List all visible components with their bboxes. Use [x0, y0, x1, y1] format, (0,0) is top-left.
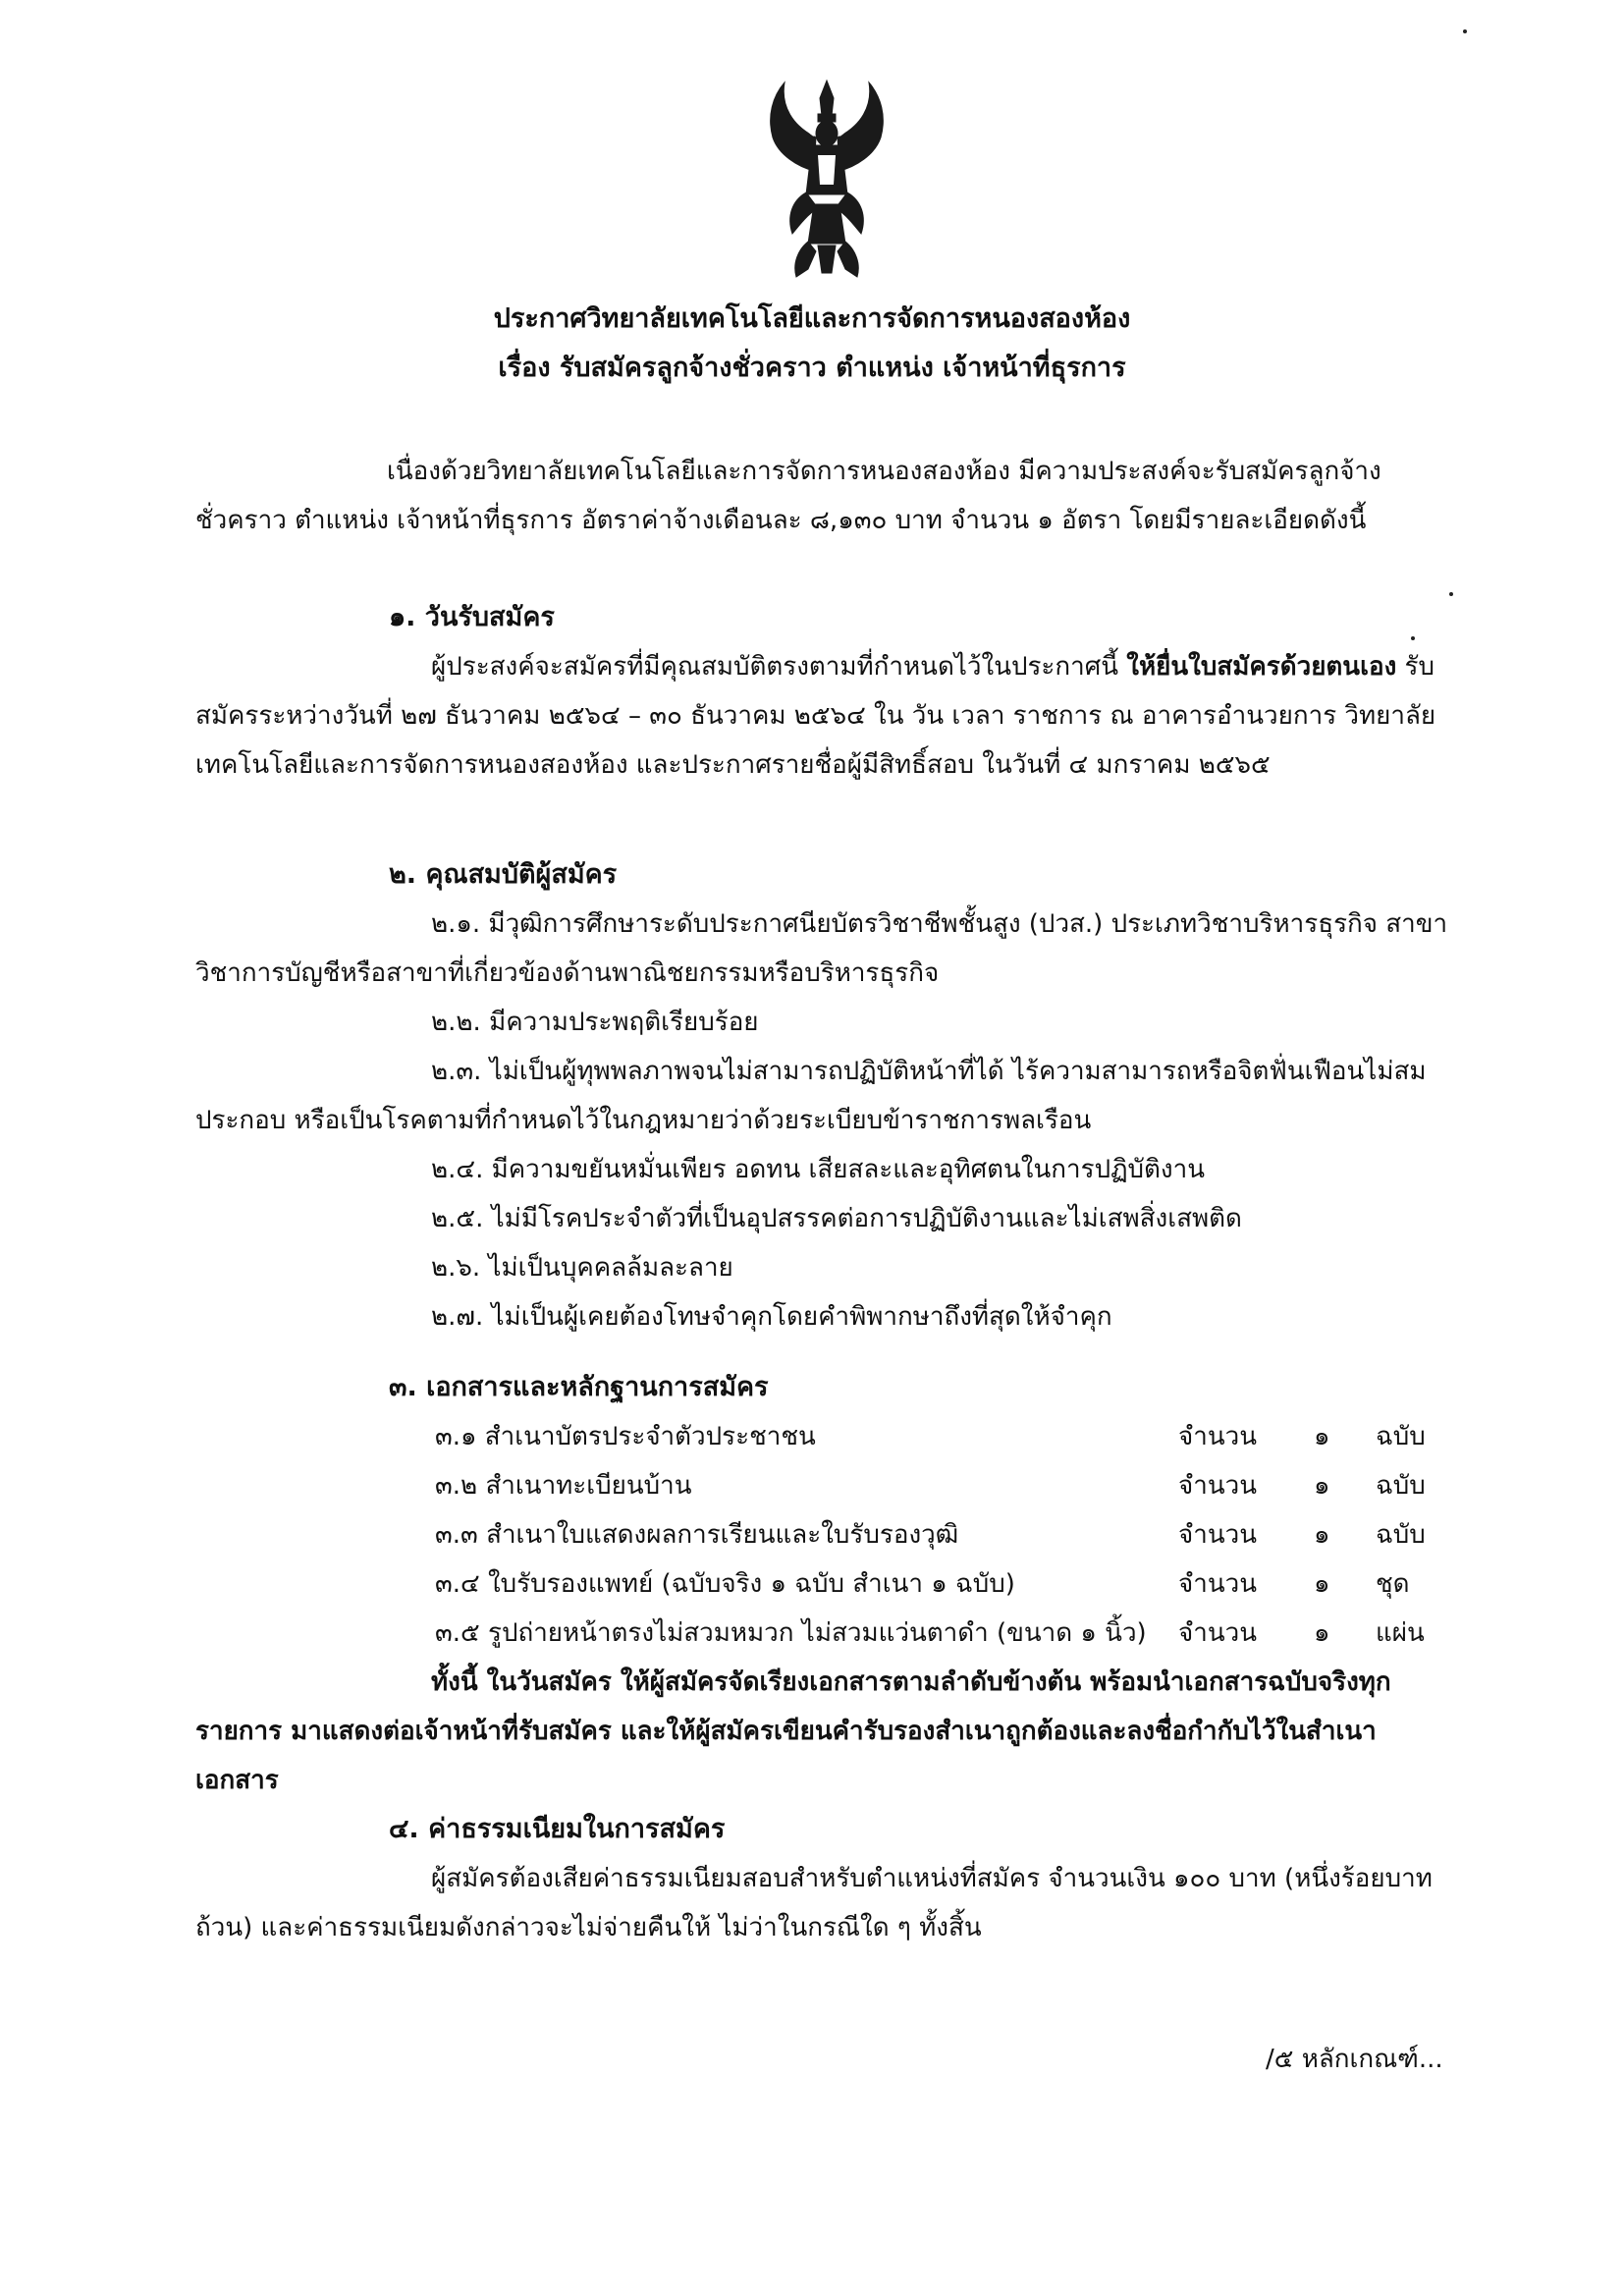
- document-label: ๓.๒ สำเนาทะเบียนบ้าน: [435, 1471, 692, 1501]
- section-2-heading: ๒. คุณสมบัติผู้สมัคร: [389, 859, 618, 890]
- announcement-title: ประกาศวิทยาลัยเทคโนโลยีและการจัดการหนองสองห้อง: [493, 303, 1131, 334]
- document-label: ๓.๓ สำเนาใบแสดงผลการเรียนและใบรับรองวุฒิ: [435, 1520, 959, 1550]
- document-unit: ฉบับ: [1376, 1422, 1426, 1451]
- qualification-item-7: ๒.๗. ไม่เป็นผู้เคยต้องโทษจำคุกโดยคำพิพากษาถึงที่สุดให้จำคุก: [431, 1302, 1112, 1332]
- document-row: [435, 1609, 1436, 1658]
- document-count: ๑: [1314, 1471, 1330, 1501]
- scan-speck: [1449, 592, 1453, 596]
- document-count-label: จำนวน: [1178, 1569, 1257, 1599]
- scan-speck: [1411, 636, 1415, 640]
- section-4-heading: ๔. ค่าธรรมเนียมในการสมัคร: [389, 1814, 726, 1844]
- document-count-label: จำนวน: [1178, 1422, 1257, 1451]
- document-row: [435, 1510, 1436, 1559]
- qualification-item-4: ๒.๔. มีความขยันหมั่นเพียร อดทน เสียสละและอุทิศตนในการปฏิบัติงาน: [431, 1155, 1205, 1184]
- qualification-item-1: ๒.๑. มีวุฒิการศึกษาระดับประกาศนียบัตรวิชาชีพชั้นสูง (ปวส.) ประเภทวิชาบริหารธุรกิจ สาขาวิชาการบัญชีหรือสาขาที่เกี่ยวข้องด้านพาณิชยกรรมหรือบริหารธุรกิจ: [195, 909, 1448, 988]
- document-count-label: จำนวน: [1178, 1618, 1257, 1648]
- announcement-subject: เรื่อง รับสมัครลูกจ้างชั่วคราว ตำแหน่ง เจ้าหน้าที่ธุรการ: [498, 353, 1126, 383]
- document-count: ๑: [1314, 1422, 1330, 1451]
- section-1-text-lead: ผู้ประสงค์จะสมัครที่มีคุณสมบัติตรงตามที่กำหนดไว้ในประกาศนี้: [431, 652, 1127, 682]
- intro-paragraph: เนื่องด้วยวิทยาลัยเทคโนโลยีและการจัดการหนองสองห้อง มีความประสงค์จะรับสมัครลูกจ้างชั่วคราว ตำแหน่ง เจ้าหน้าที่ธุรการ อัตราค่าจ้างเดือนละ ๘,๑๓๐ บาท จำนวน ๑ อัตรา โดยมีรายละเอียดดังนี้: [195, 457, 1381, 535]
- document-row: [435, 1461, 1436, 1510]
- document-count-label: จำนวน: [1178, 1471, 1257, 1501]
- document-count: ๑: [1314, 1618, 1330, 1648]
- section-3-note: ทั้งนี้ ในวันสมัคร ให้ผู้สมัครจัดเรียงเอกสารตามลำดับข้างต้น พร้อมนำเอกสารฉบับจริงทุกรายการ มาแสดงต่อเจ้าหน้าที่รับสมัคร และให้ผู้สมัครเขียนคำรับรองสำเนาถูกต้องและลงชื่อกำกับไว้ในสำเนาเอกสาร: [195, 1667, 1391, 1795]
- document-unit: แผ่น: [1376, 1618, 1425, 1648]
- document-count: ๑: [1314, 1520, 1330, 1550]
- section-1-text-bold: ให้ยื่นใบสมัครด้วยตนเอง: [1126, 652, 1397, 682]
- qualification-item-5: ๒.๕. ไม่มีโรคประจำตัวที่เป็นอุปสรรคต่อการปฏิบัติงานและไม่เสพสิ่งเสพติด: [431, 1204, 1242, 1233]
- document-unit: ฉบับ: [1376, 1520, 1426, 1550]
- document-unit: ฉบับ: [1376, 1471, 1426, 1501]
- section-4-paragraph: ผู้สมัครต้องเสียค่าธรรมเนียมสอบสำหรับตำแหน่งที่สมัคร จำนวนเงิน ๑๐๐ บาท (หนึ่งร้อยบาทถ้วน) และค่าธรรมเนียมดังกล่าวจะไม่จ่ายคืนให้ ไม่ว่าในกรณีใด ๆ ทั้งสิ้น: [195, 1864, 1433, 1942]
- scan-speck: [1463, 29, 1467, 33]
- section-3-heading: ๓. เอกสารและหลักฐานการสมัคร: [389, 1372, 769, 1402]
- qualification-item-3: ๒.๓. ไม่เป็นผู้ทุพพลภาพจนไม่สามารถปฏิบัติหน้าที่ได้ ไร้ความสามารถหรือจิตฟั่นเฟือนไม่สมประกอบ หรือเป็นโรคตามที่กำหนดไว้ในกฎหมายว่าด้วยระเบียบข้าราชการพลเรือน: [195, 1057, 1427, 1135]
- section-1-paragraph: [195, 642, 1452, 790]
- document-row: [435, 1412, 1436, 1461]
- qualification-item-2: ๒.๒. มีความประพฤติเรียบร้อย: [431, 1008, 759, 1037]
- document-label: ๓.๕ รูปถ่ายหน้าตรงไม่สวมหมวก ไม่สวมแว่นตาดำ (ขนาด ๑ นิ้ว): [435, 1618, 1147, 1648]
- section-1-heading: ๑. วันรับสมัคร: [389, 602, 555, 632]
- document-count: ๑: [1314, 1569, 1330, 1599]
- next-page-note: /๕ หลักเกณฑ์...: [1266, 2045, 1443, 2074]
- qualification-item-6: ๒.๖. ไม่เป็นบุคคลล้มละลาย: [431, 1253, 733, 1283]
- garuda-emblem-icon: [763, 77, 891, 283]
- document-label: ๓.๑ สำเนาบัตรประจำตัวประชาชน: [435, 1422, 816, 1451]
- document-row: [435, 1559, 1436, 1609]
- document-unit: ชุด: [1376, 1569, 1410, 1599]
- document-count-label: จำนวน: [1178, 1520, 1257, 1550]
- document-label: ๓.๔ ใบรับรองแพทย์ (ฉบับจริง ๑ ฉบับ สำเนา ๑ ฉบับ): [435, 1569, 1015, 1599]
- section-1-text-rest: รับสมัครระหว่างวันที่ ๒๗ ธันวาคม ๒๕๖๔ – ๓๐ ธันวาคม ๒๕๖๔ ใน วัน เวลา ราชการ ณ อาคารอำนวยการ วิทยาลัยเทคโนโลยีและการจัดการหนองสองห้อง และประกาศรายชื่อผู้มีสิทธิ์สอบ ในวันที่ ๔ มกราคม ๒๕๖๕: [195, 652, 1436, 780]
